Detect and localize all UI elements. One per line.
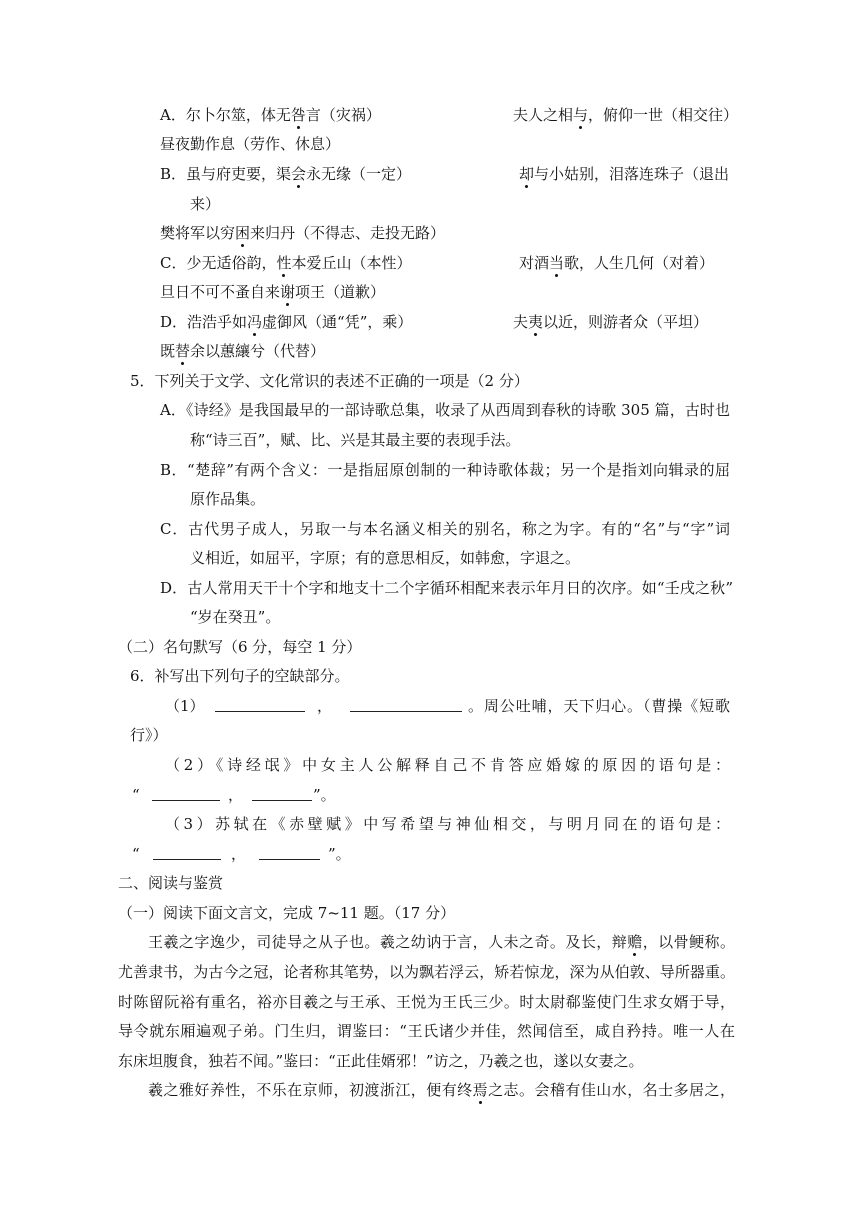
passage-line — [148, 1075, 735, 1105]
subsection-heading-classical: （一）阅读下面文言文，完成 7~11 题。（17 分） — [118, 904, 456, 922]
text-segment: 余以蕙纕兮（代替） — [190, 342, 326, 360]
q6-item-1 — [0, 691, 860, 721]
emphasized-char: 却 — [519, 165, 535, 183]
text-segment: 王羲之字逸少，司徒导之从子也。羲之幼讷于言，人未之奇。及长，辩 — [148, 933, 628, 951]
text-segment: 樊将军以穷 — [160, 224, 236, 242]
text-segment: 旦日不可不蚤自来 — [160, 283, 281, 301]
emphasized-char: 焉 — [472, 1081, 488, 1099]
q4-option-c-line2 — [160, 277, 385, 307]
separator: ， — [231, 845, 247, 863]
emphasized-char: 谢 — [280, 283, 296, 301]
open-quote: “ — [132, 786, 140, 804]
answer-blank — [350, 691, 462, 712]
emphasized-char: 夷 — [528, 313, 544, 331]
emphasized-char: 会 — [291, 165, 307, 183]
separator: ， — [317, 697, 333, 715]
text-segment: ，俯仰一世（相交往） — [588, 106, 739, 124]
text-segment: ，以骨鲠称。 — [642, 933, 735, 951]
q5-option-a: A．《诗经》是我国最早的一部诗歌总集，收录了从西周到春秋的诗歌 305 篇，古时也 — [160, 401, 730, 419]
answer-blank — [152, 780, 220, 801]
q5-option-c: C．古代男子成人，另取一与本名涵义相关的别名，称之为字。有的“名”与“字”词 — [160, 520, 730, 538]
passage-line — [148, 927, 735, 957]
passage-line: 尤善隶书，为古今之冠，论者称其笔势，以为飘若浮云，矫若惊龙，深为从伯敦、导所器重。 — [118, 963, 735, 981]
answer-blank — [153, 839, 221, 860]
q4-option-a-right — [513, 100, 738, 130]
text-segment: 永无缘（一定） — [306, 165, 412, 183]
text-segment: 来归丹（不得志、走投无路） — [250, 224, 446, 242]
text-segment: 夫人之相 — [513, 106, 574, 124]
q6-item-3-answer-line — [0, 839, 860, 869]
emphasized-char: 困 — [235, 224, 251, 242]
close-quote: ”。 — [328, 845, 351, 863]
separator: ， — [228, 786, 244, 804]
text-segment: B．虽与府吏要，渠 — [160, 165, 292, 183]
q4-option-b-right-continuation: 来） — [190, 195, 221, 213]
text-segment: A．尔卜尔筮，体无 — [160, 106, 291, 124]
emphasized-char: 赡 — [627, 933, 643, 951]
q5-stem: 5．下列关于文学、文化常识的表述不正确的一项是（2 分） — [130, 372, 529, 390]
text-segment: 夫 — [513, 313, 529, 331]
passage-line: 时陈留阮裕有重名，裕亦目羲之与王承、王悦为王氏三少。时太尉郗鉴使门生求女婿于导， — [118, 993, 735, 1011]
item-tail: 。周公吐哺，天下归心。（曹操《短歌 — [468, 697, 730, 715]
text-segment: 羲之雅好养性，不乐在京师，初渡浙江，便有终 — [148, 1081, 473, 1099]
q4-option-b-line2 — [160, 218, 445, 248]
q5-option-b: B．“楚辞”有两个含义：一是指屈原创制的一种诗歌体裁；另一个是指刘向辑录的屈 — [160, 461, 730, 479]
open-quote: “ — [132, 845, 140, 863]
q4-option-b-left — [160, 159, 411, 189]
q5-option-b-continuation: 原作品集。 — [190, 490, 266, 508]
answer-blank — [252, 780, 312, 801]
emphasized-char: 替 — [175, 342, 191, 360]
q4-option-c-right — [519, 248, 714, 278]
text-segment: 项王（道歉） — [295, 283, 386, 301]
emphasized-char: 与 — [573, 106, 589, 124]
close-quote: ”。 — [313, 786, 336, 804]
q6-stem: 6．补写出下列句子的空缺部分。 — [130, 667, 350, 685]
answer-blank — [259, 839, 320, 860]
emphasized-char: 性 — [276, 254, 292, 272]
text-segment: 与小姑别，泪落连珠子（退出 — [534, 165, 730, 183]
text-segment: C．少无适俗韵， — [160, 254, 277, 272]
answer-blank — [215, 691, 305, 712]
q6-item-3-prompt: （3）苏轼在《赤壁赋》中写希望与神仙相交，与明月同在的语句是： — [165, 815, 730, 833]
q5-option-d: D．古人常用天干十个字和地支十二个字循环相配来表示年月日的次序。如“壬戌之秋” — [160, 579, 733, 597]
text-segment: 之志。会稽有佳山水，名士多居之， — [487, 1081, 735, 1099]
section-heading-reading: 二、阅读与鉴赏 — [118, 874, 224, 892]
q4-option-a-line2: 昼夜勤作息（劳作、休息） — [160, 135, 341, 153]
q6-item-1-continuation: 行》） — [130, 726, 168, 744]
q4-option-d-line2 — [160, 336, 325, 366]
passage-line: 导令就东厢遍观子弟。门生归，谓鉴曰：“王氏诸少并佳，然闻信至，咸自矜持。唯一人在 — [118, 1022, 735, 1040]
text-segment: 对酒 — [519, 254, 550, 272]
text-segment: 虚御风（通“凭”，乘） — [262, 313, 413, 331]
item-number: （1） — [165, 697, 205, 715]
q4-option-c-left — [160, 248, 412, 278]
q4-option-d-left — [160, 307, 412, 337]
q4-option-d-right — [513, 307, 708, 337]
text-segment: 本爱丘山（本性） — [291, 254, 412, 272]
section-heading-dictation: （二）名句默写（6 分，每空 1 分） — [118, 638, 362, 656]
passage-line: 东床坦腹食，独若不闻。”鉴曰：“正此佳婿邪！”访之，乃羲之也，遂以女妻之。 — [118, 1052, 644, 1070]
q6-item-2-answer-line — [0, 780, 860, 810]
q6-item-2-prompt: （2）《诗经氓》中女主人公解释自己不肯答应婚嫁的原因的语句是： — [165, 756, 730, 774]
q4-option-a-left — [160, 100, 381, 130]
text-segment: D．浩浩乎如 — [160, 313, 248, 331]
q5-option-d-continuation: “岁在癸丑”。 — [190, 608, 281, 626]
q4-option-b-right — [519, 159, 729, 189]
emphasized-char: 冯 — [247, 313, 263, 331]
q5-option-a-continuation: 称“诗三百”，赋、比、兴是其最主要的表现手法。 — [190, 431, 521, 449]
text-segment: 歌，人生几何（对着） — [564, 254, 715, 272]
text-segment: 既 — [160, 342, 176, 360]
text-segment: 言（灾祸） — [305, 106, 381, 124]
emphasized-char: 咎 — [290, 106, 306, 124]
emphasized-char: 当 — [549, 254, 565, 272]
text-segment: 以近，则游者众（平坦） — [543, 313, 709, 331]
q5-option-c-continuation: 义相近，如屈平，字原；有的意思相反，如韩愈，字退之。 — [190, 549, 581, 567]
